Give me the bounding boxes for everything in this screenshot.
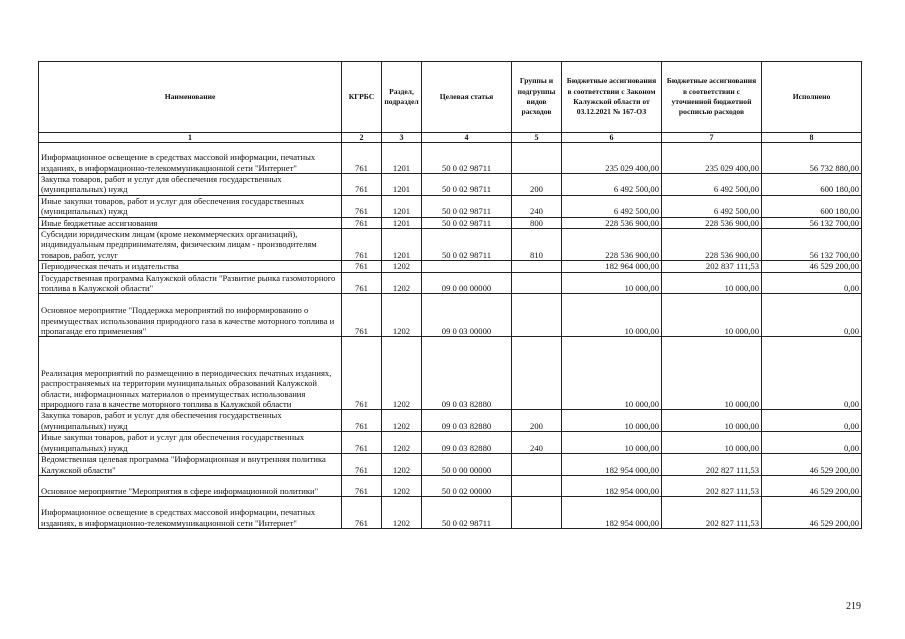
- row-kgrbs: 761: [342, 174, 382, 196]
- table-row: [39, 337, 862, 410]
- row-refined-allocation: 10 000,00: [662, 294, 762, 337]
- header-row: [39, 62, 862, 133]
- row-executed: 56 132 700,00: [762, 229, 862, 261]
- header-expense-group: Группы и подгруппы видов расходов: [512, 62, 562, 133]
- row-executed: 0,00: [762, 410, 862, 432]
- row-kgrbs: 761: [342, 143, 382, 174]
- row-expense-group: [512, 337, 562, 410]
- row-expense-group: [512, 294, 562, 337]
- row-name: Информационное освещение в средствах массовой информации, печатных изданиях, в информационно-телекоммуникационной сети "Интернет": [39, 143, 342, 174]
- row-target-article: 09 0 03 00000: [422, 294, 512, 337]
- row-target-article: 50 0 02 98711: [422, 496, 512, 528]
- row-section: 1201: [382, 217, 422, 228]
- row-section: 1202: [382, 454, 422, 476]
- row-law-allocation: 182 954 000,00: [562, 454, 662, 476]
- row-refined-allocation: 6 492 500,00: [662, 195, 762, 217]
- row-expense-group: 800: [512, 217, 562, 228]
- column-number: 2: [342, 133, 382, 143]
- row-refined-allocation: 228 536 900,00: [662, 229, 762, 261]
- table-row: [39, 294, 862, 337]
- row-expense-group: 810: [512, 229, 562, 261]
- row-name: Иные бюджетные ассигнования: [39, 217, 342, 228]
- page-number: 219: [846, 601, 861, 612]
- table-row: [39, 229, 862, 261]
- row-kgrbs: 761: [342, 229, 382, 261]
- row-target-article: 50 0 02 98711: [422, 217, 512, 228]
- row-name: Периодическая печать и издательства: [39, 261, 342, 272]
- row-kgrbs: 761: [342, 454, 382, 476]
- row-law-allocation: 10 000,00: [562, 337, 662, 410]
- row-target-article: 09 0 03 82880: [422, 410, 512, 432]
- row-name: Иные закупки товаров, работ и услуг для обеспечения государственных (муниципальных) нужд: [39, 195, 342, 217]
- row-target-article: 50 0 02 98711: [422, 143, 512, 174]
- row-executed: 0,00: [762, 294, 862, 337]
- row-law-allocation: 235 029 400,00: [562, 143, 662, 174]
- row-expense-group: 200: [512, 174, 562, 196]
- header-target-article: Целевая статья: [422, 62, 512, 133]
- row-section: 1202: [382, 410, 422, 432]
- row-executed: 46 529 200,00: [762, 454, 862, 476]
- row-executed: 0,00: [762, 272, 862, 294]
- row-section: 1201: [382, 195, 422, 217]
- row-section: 1202: [382, 261, 422, 272]
- row-executed: 600 180,00: [762, 195, 862, 217]
- row-name: Иные закупки товаров, работ и услуг для обеспечения государственных (муниципальных) нужд: [39, 432, 342, 454]
- row-kgrbs: 761: [342, 410, 382, 432]
- header-executed: Исполнено: [762, 62, 862, 133]
- row-target-article: 09 0 03 82880: [422, 432, 512, 454]
- row-section: 1202: [382, 337, 422, 410]
- row-executed: 0,00: [762, 337, 862, 410]
- column-number-row: [39, 133, 862, 143]
- row-refined-allocation: 202 827 111,53: [662, 475, 762, 496]
- row-law-allocation: 228 536 900,00: [562, 217, 662, 228]
- column-number: 5: [512, 133, 562, 143]
- row-law-allocation: 6 492 500,00: [562, 195, 662, 217]
- row-section: 1202: [382, 496, 422, 528]
- row-kgrbs: 761: [342, 217, 382, 228]
- row-law-allocation: 10 000,00: [562, 294, 662, 337]
- row-expense-group: 200: [512, 410, 562, 432]
- row-section: 1201: [382, 229, 422, 261]
- row-name: Основное мероприятие "Поддержка мероприятий по информированию о преимуществах использования природного газа в качестве моторного топлива и пропаганде его применения": [39, 294, 342, 337]
- column-number: 7: [662, 133, 762, 143]
- row-section: 1201: [382, 143, 422, 174]
- budget-table: [38, 61, 862, 529]
- row-law-allocation: 182 954 000,00: [562, 496, 662, 528]
- row-law-allocation: 10 000,00: [562, 410, 662, 432]
- row-expense-group: 240: [512, 195, 562, 217]
- row-expense-group: [512, 272, 562, 294]
- row-expense-group: [512, 261, 562, 272]
- row-law-allocation: 228 536 900,00: [562, 229, 662, 261]
- row-section: 1202: [382, 432, 422, 454]
- row-section: 1202: [382, 294, 422, 337]
- row-refined-allocation: 10 000,00: [662, 410, 762, 432]
- row-target-article: 09 0 00 00000: [422, 272, 512, 294]
- row-name: Реализация мероприятий по размещению в периодических печатных изданиях, распространяемых на территории муниципальных образований Калужской области, информационных материалов о преимуществах использования природного газа в качестве моторного топлива в Калужской области: [39, 337, 342, 410]
- table-row: [39, 261, 862, 272]
- row-executed: 46 529 200,00: [762, 261, 862, 272]
- row-expense-group: 240: [512, 432, 562, 454]
- row-section: 1201: [382, 174, 422, 196]
- row-executed: 0,00: [762, 432, 862, 454]
- row-target-article: 09 0 03 82880: [422, 337, 512, 410]
- row-executed: 56 732 880,00: [762, 143, 862, 174]
- table-row: [39, 174, 862, 196]
- row-name: Государственная программа Калужской области "Развитие рынка газомоторного топлива в Калужской области": [39, 272, 342, 294]
- row-expense-group: [512, 454, 562, 476]
- row-refined-allocation: 202 827 111,53: [662, 496, 762, 528]
- row-refined-allocation: 10 000,00: [662, 337, 762, 410]
- table-row: [39, 475, 862, 496]
- row-refined-allocation: 228 536 900,00: [662, 217, 762, 228]
- row-law-allocation: 10 000,00: [562, 272, 662, 294]
- row-kgrbs: 761: [342, 261, 382, 272]
- table-row: [39, 217, 862, 228]
- row-kgrbs: 761: [342, 496, 382, 528]
- table-row: [39, 410, 862, 432]
- row-section: 1202: [382, 272, 422, 294]
- row-law-allocation: 182 954 000,00: [562, 475, 662, 496]
- row-target-article: [422, 261, 512, 272]
- row-kgrbs: 761: [342, 432, 382, 454]
- row-section: 1202: [382, 475, 422, 496]
- row-law-allocation: 182 964 000,00: [562, 261, 662, 272]
- row-refined-allocation: 10 000,00: [662, 272, 762, 294]
- row-name: Ведомственная целевая программа "Информационная и внутренняя политика Калужской области": [39, 454, 342, 476]
- row-executed: 46 529 200,00: [762, 475, 862, 496]
- header-law-allocation: Бюджетные ассигнования в соответствии с Законом Калужской области от 03.12.2021 № 167-ОЗ: [562, 62, 662, 133]
- row-law-allocation: 10 000,00: [562, 432, 662, 454]
- column-number: 6: [562, 133, 662, 143]
- header-section: Раздел, подраздел: [382, 62, 422, 133]
- row-target-article: 50 0 02 00000: [422, 475, 512, 496]
- row-target-article: 50 0 02 98711: [422, 195, 512, 217]
- row-target-article: 50 0 00 00000: [422, 454, 512, 476]
- row-name: Закупка товаров, работ и услуг для обеспечения государственных (муниципальных) нужд: [39, 410, 342, 432]
- table-row: [39, 454, 862, 476]
- row-expense-group: [512, 475, 562, 496]
- row-refined-allocation: 6 492 500,00: [662, 174, 762, 196]
- table-row: [39, 432, 862, 454]
- row-refined-allocation: 10 000,00: [662, 432, 762, 454]
- row-name: Основное мероприятие "Мероприятия в сфере информационной политики": [39, 475, 342, 496]
- header-name: Наименование: [39, 62, 342, 133]
- column-number: 4: [422, 133, 512, 143]
- column-number: 3: [382, 133, 422, 143]
- row-kgrbs: 761: [342, 337, 382, 410]
- row-name: Информационное освещение в средствах массовой информации, печатных изданиях, в информационно-телекоммуникационной сети "Интернет": [39, 496, 342, 528]
- row-refined-allocation: 202 837 111,53: [662, 261, 762, 272]
- row-executed: 600 180,00: [762, 174, 862, 196]
- column-number: 1: [39, 133, 342, 143]
- row-name: Закупка товаров, работ и услуг для обеспечения государственных (муниципальных) нужд: [39, 174, 342, 196]
- column-number: 8: [762, 133, 862, 143]
- row-executed: 46 529 200,00: [762, 496, 862, 528]
- table-body: [39, 143, 862, 529]
- row-kgrbs: 761: [342, 475, 382, 496]
- header-kgrbs: КГРБС: [342, 62, 382, 133]
- row-name: Субсидии юридическим лицам (кроме некоммерческих организаций), индивидуальным предпринимателям, физическим лицам - производителям товаров, работ, услуг: [39, 229, 342, 261]
- table-row: [39, 496, 862, 528]
- row-law-allocation: 6 492 500,00: [562, 174, 662, 196]
- row-refined-allocation: 202 827 111,53: [662, 454, 762, 476]
- table-row: [39, 272, 862, 294]
- row-target-article: 50 0 02 98711: [422, 229, 512, 261]
- table-row: [39, 143, 862, 174]
- row-target-article: 50 0 02 98711: [422, 174, 512, 196]
- row-kgrbs: 761: [342, 294, 382, 337]
- row-refined-allocation: 235 029 400,00: [662, 143, 762, 174]
- row-expense-group: [512, 143, 562, 174]
- row-kgrbs: 761: [342, 195, 382, 217]
- table-row: [39, 195, 862, 217]
- row-expense-group: [512, 496, 562, 528]
- header-refined-allocation: Бюджетные ассигнования в соответствии с уточненной бюджетной росписью расходов: [662, 62, 762, 133]
- row-executed: 56 132 700,00: [762, 217, 862, 228]
- row-kgrbs: 761: [342, 272, 382, 294]
